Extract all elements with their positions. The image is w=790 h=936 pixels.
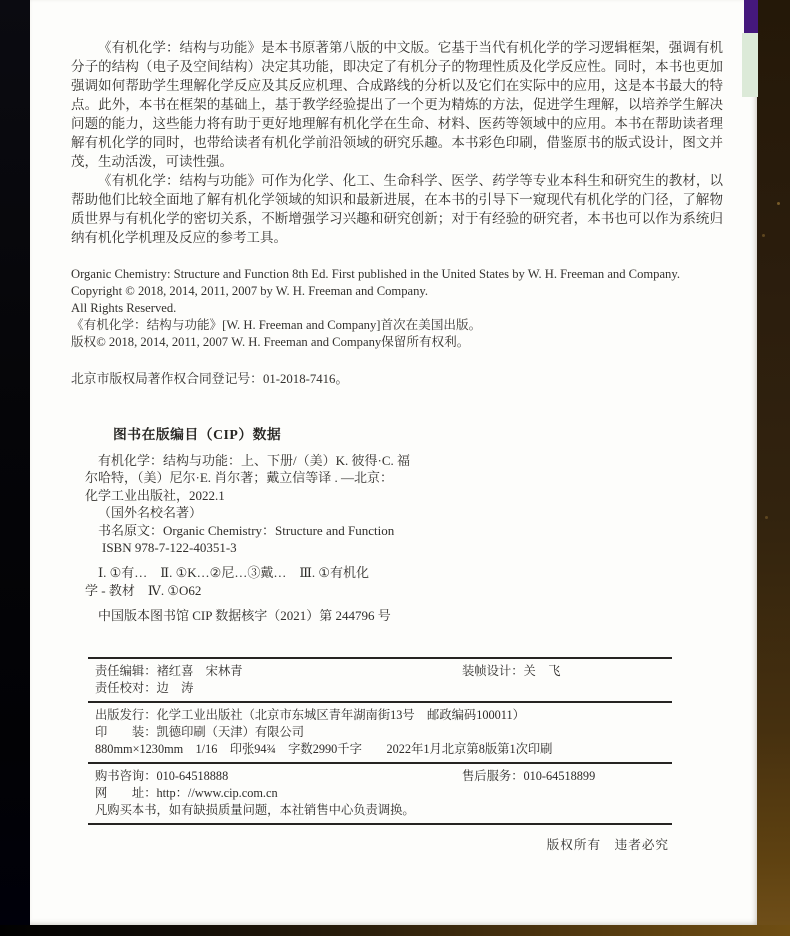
exchange-policy-line: 凡购买本书，如有缺损质量问题，本社销售中心负责调换。 <box>95 803 415 818</box>
background-bottom-band <box>0 925 790 936</box>
staff-section <box>88 659 672 701</box>
cip-record-number-line: 中国版本图书馆 CIP 数据核字（2021）第 244796 号 <box>98 608 391 624</box>
copyright-line: 《有机化学：结构与功能》[W. H. Freeman and Company]首次在美国出版。 <box>71 317 482 332</box>
copyright-line: Organic Chemistry: Structure and Function 8th Ed. First published in the United States by W. H. Freeman and Company. <box>71 267 680 281</box>
service-section <box>88 764 672 822</box>
after-sales-phone-line: 售后服务：010-64518899 <box>462 769 596 784</box>
responsible-editor-line: 责任编辑：褚红喜 宋林青 <box>95 664 243 678</box>
intro-paragraph-2: 《有机化学：结构与功能》可作为化学、化工、生命科学、医学、药学等专业本科生和研究生的教材，以帮助他们比较全面地了解有机化学领域的知识和最新进展，在本书的引导下一窥现代有机化学的门径，了解物质世界与有机化学的密切关系，不断增强学习兴趣和研究创新；对于有经验的研究者，本书也可以作为系统归纳有机化学机理及反应的参考工具。 <box>71 173 723 245</box>
intro-paragraph-1: 《有机化学：结构与功能》是本书原著第八版的中文版。它基于当代有机化学的学习逻辑框架，强调有机分子的结构（电子及空间结构）决定其功能，即决定了有机分子的物理性质及化学反应性。同时，本书也更加强调如何帮助学生理解化学反应及其反应机理、合成路线的分析以及它们在实际中的应用，这是本书最大的特点。此外，本书在框架的基础上，基于教学经验提出了一个更为精炼的方法，促进学生理解，以培养学生解决问题的能力，这些能力将有助于更好地理解有机化学在生命、材料、医药等领域中的应用。本书在帮助读者理解有机化学的同时，也带给读者有机化学前沿领域的研究乐趣。本书彩色印刷，借鉴原书的版式设计，图文并茂，生动活泼，可读性强。 <box>71 40 723 169</box>
website-line: 网 址：http：//www.cip.com.cn <box>95 786 278 801</box>
copyright-line: 版权© 2018, 2014, 2011, 2007 W. H. Freeman and Company保留所有权利。 <box>71 334 470 349</box>
divider-line <box>88 823 672 825</box>
cip-record-block <box>85 452 445 625</box>
dust-speck <box>762 234 765 237</box>
copyright-line: All Rights Reserved. <box>71 300 177 315</box>
publishing-section <box>88 703 672 763</box>
publisher-line: 出版发行：化学工业出版社（北京市东城区青年湖南街13号 邮政编码100011） <box>95 707 525 722</box>
cip-isbn-line: ISBN 978-7-122-40351-3 <box>102 540 237 556</box>
responsible-proofreader-line: 责任校对：边 涛 <box>95 680 194 695</box>
background-left-band <box>0 0 30 936</box>
intro-paragraphs <box>71 38 723 247</box>
green-edge-tab <box>742 33 758 97</box>
dust-speck <box>777 202 780 205</box>
print-spec-line: 880mm×1230mm 1/16 印张94¾ 字数2990千字 2022年1月北京第8版第1次印刷 <box>95 742 553 757</box>
copyright-line: Copyright © 2018, 2014, 2011, 2007 by W. H. Freeman and Company. <box>71 283 429 298</box>
cip-line: （国外名校名著） <box>98 505 203 521</box>
background-right-band <box>757 0 790 936</box>
dust-speck <box>765 516 768 519</box>
cip-classification-line: Ⅰ. ①有… Ⅱ. ①K…②尼…③戴… Ⅲ. ①有机化 <box>98 565 370 581</box>
copyright-notice: 版权所有 违者必究 <box>546 837 669 852</box>
cip-line: 化学工业出版社，2022.1 <box>85 487 225 503</box>
binding-designer-line: 装帧设计：关 飞 <box>462 664 561 678</box>
purchase-phone-line: 购书咨询：010-64518888 <box>95 769 229 784</box>
cip-classification-line: 学 - 教材 Ⅳ. ①O62 <box>85 582 202 598</box>
cip-heading: 图书在版编目（CIP）数据 <box>113 427 282 442</box>
colophon-block <box>88 657 672 853</box>
contract-registration-line: 北京市版权局著作权合同登记号：01-2018-7416。 <box>71 372 349 386</box>
cip-line: 有机化学：结构与功能：上、下册/（美）K. 彼得·C. 福 <box>98 453 411 468</box>
cip-line: 尔哈特，（美）尼尔·E. 肖尔著；戴立信等译 . —北京： <box>85 470 394 486</box>
book-page <box>30 0 757 925</box>
cip-line: 书名原文：Organic Chemistry：Structure and Function <box>98 522 395 538</box>
purple-edge-tab <box>744 0 758 33</box>
printer-line: 印 装：凯德印刷（天津）有限公司 <box>95 724 305 739</box>
copyright-block <box>71 266 731 351</box>
